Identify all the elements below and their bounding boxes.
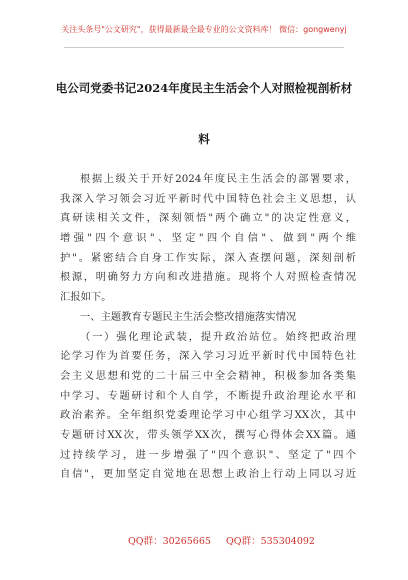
body-line: 护"。紧密结合自身工作实际，深入查摆问题，深刻剖析 bbox=[60, 251, 356, 264]
body-line: 政治素养。全年组织党委理论学习中心组学习XX次，其中 bbox=[60, 409, 356, 422]
body-line: 根源，明确努力方向和改进措施。现将个人对照检查情况 bbox=[60, 271, 356, 284]
body-line: 根据上级关于开好2024年度民主生活会的部署要求， bbox=[80, 173, 356, 185]
footer-qq-group-1: QQ群：30265665 bbox=[128, 536, 211, 547]
body-line: 论学习作为首要任务，深入学习习近平新时代中国特色社 bbox=[60, 350, 356, 363]
body-line: 中学习、专题研讨和个人自学，不断提升政治理论水平和 bbox=[60, 389, 356, 402]
header-banner: 关注头条号"公文研究"，获得最新最全最专业的公文资料库！ 微信：gongwenyj bbox=[61, 25, 347, 34]
body-line: 专题研讨XX次，带头领学XX次，撰写心得体会XX篇。通 bbox=[60, 428, 356, 441]
body-line: 过持续学习，进一步增强了"四个意识"、坚定了"四个 bbox=[60, 448, 356, 461]
document-title-line-2: 料 bbox=[198, 132, 210, 146]
body-line: 会主义思想和党的二十届三中全会精神，积极参加各类集 bbox=[60, 369, 356, 382]
footer bbox=[0, 533, 408, 549]
document-body bbox=[60, 170, 356, 485]
subsection-heading-line: （一）强化理论武装，提升政治站位。始终把政治理 bbox=[80, 330, 356, 343]
body-line: 自信"，更加坚定自觉地在思想上政治上行动上同以习近 bbox=[60, 468, 356, 481]
body-line: 汇报如下。 bbox=[60, 291, 112, 304]
body-line: 真研读相关文件，深刻领悟"两个确立"的决定性意义， bbox=[60, 212, 356, 225]
footer-qq-group-2: QQ群：535304092 bbox=[226, 536, 315, 547]
body-line: 增强"四个意识"、坚定"四个自信"、做到"两个维 bbox=[60, 232, 356, 245]
body-line: 我深入学习领会习近平新时代中国特色社会主义思想，认 bbox=[60, 192, 356, 205]
header-divider bbox=[64, 47, 344, 48]
document-title-line-1: 电公司党委书记2024年度民主生活会个人对照检视剖析材 bbox=[55, 81, 353, 95]
section-heading: 一、主题教育专题民主生活会整改措施落实情况 bbox=[80, 310, 297, 323]
